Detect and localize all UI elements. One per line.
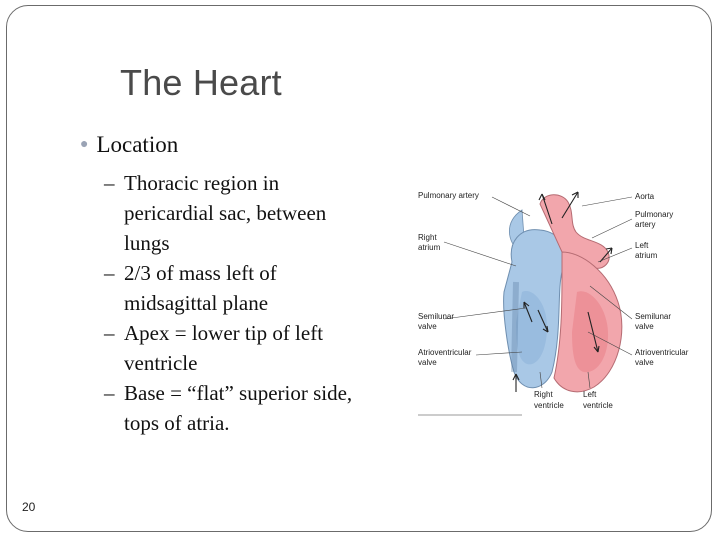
sub-bullet-text: Base = “flat” superior side, tops of atria. xyxy=(124,381,353,435)
dash-icon: – xyxy=(104,171,115,195)
label-aorta: Aorta xyxy=(635,192,655,201)
bullet-location xyxy=(80,132,178,158)
label-semilunar-valve: valve xyxy=(418,322,437,331)
label-pulmonary-artery-right: artery xyxy=(635,220,656,229)
slide-title: The Heart xyxy=(120,62,282,103)
label-semilunar-valve-right: Semilunar xyxy=(635,312,672,321)
sub-bullet-text: Thoracic region in pericardial sac, between lungs xyxy=(124,171,327,255)
label-av-valve: valve xyxy=(418,358,437,367)
label-av-valve: Atrioventricular xyxy=(418,348,472,357)
label-pulmonary-artery: Pulmonary artery xyxy=(418,191,479,200)
label-right-ventricle: Right xyxy=(534,390,553,399)
label-left-atrium: atrium xyxy=(635,251,658,260)
heart-diagram xyxy=(412,182,708,422)
label-right-atrium: atrium xyxy=(418,243,441,252)
heart-illustration xyxy=(504,195,622,392)
sub-bullet xyxy=(104,378,374,438)
page-number: 20 xyxy=(22,500,36,514)
label-semilunar-valve: Semilunar xyxy=(418,312,455,321)
label-pulmonary-artery-right: Pulmonary xyxy=(635,210,674,219)
bullet-dot-icon: ● xyxy=(80,137,89,152)
label-av-valve-right: valve xyxy=(635,358,654,367)
sub-bullet xyxy=(104,258,374,318)
dash-icon: – xyxy=(104,381,115,405)
sub-bullet xyxy=(104,318,374,378)
sub-bullet xyxy=(104,168,374,258)
label-left-atrium: Left xyxy=(635,241,649,250)
label-semilunar-valve-right: valve xyxy=(635,322,654,331)
sub-bullet-text: Apex = lower tip of left ventricle xyxy=(124,321,324,375)
dash-icon: – xyxy=(104,321,115,345)
label-av-valve-right: Atrioventricular xyxy=(635,348,689,357)
sub-bullet-text: 2/3 of mass left of midsagittal plane xyxy=(124,261,277,315)
label-left-ventricle: Left xyxy=(583,390,597,399)
label-left-ventricle: ventricle xyxy=(583,401,613,410)
label-right-atrium: Right xyxy=(418,233,437,242)
dash-icon: – xyxy=(104,261,115,285)
sub-bullet-list xyxy=(104,168,374,438)
bullet-location-text: Location xyxy=(96,132,179,157)
label-right-ventricle: ventricle xyxy=(534,401,564,410)
